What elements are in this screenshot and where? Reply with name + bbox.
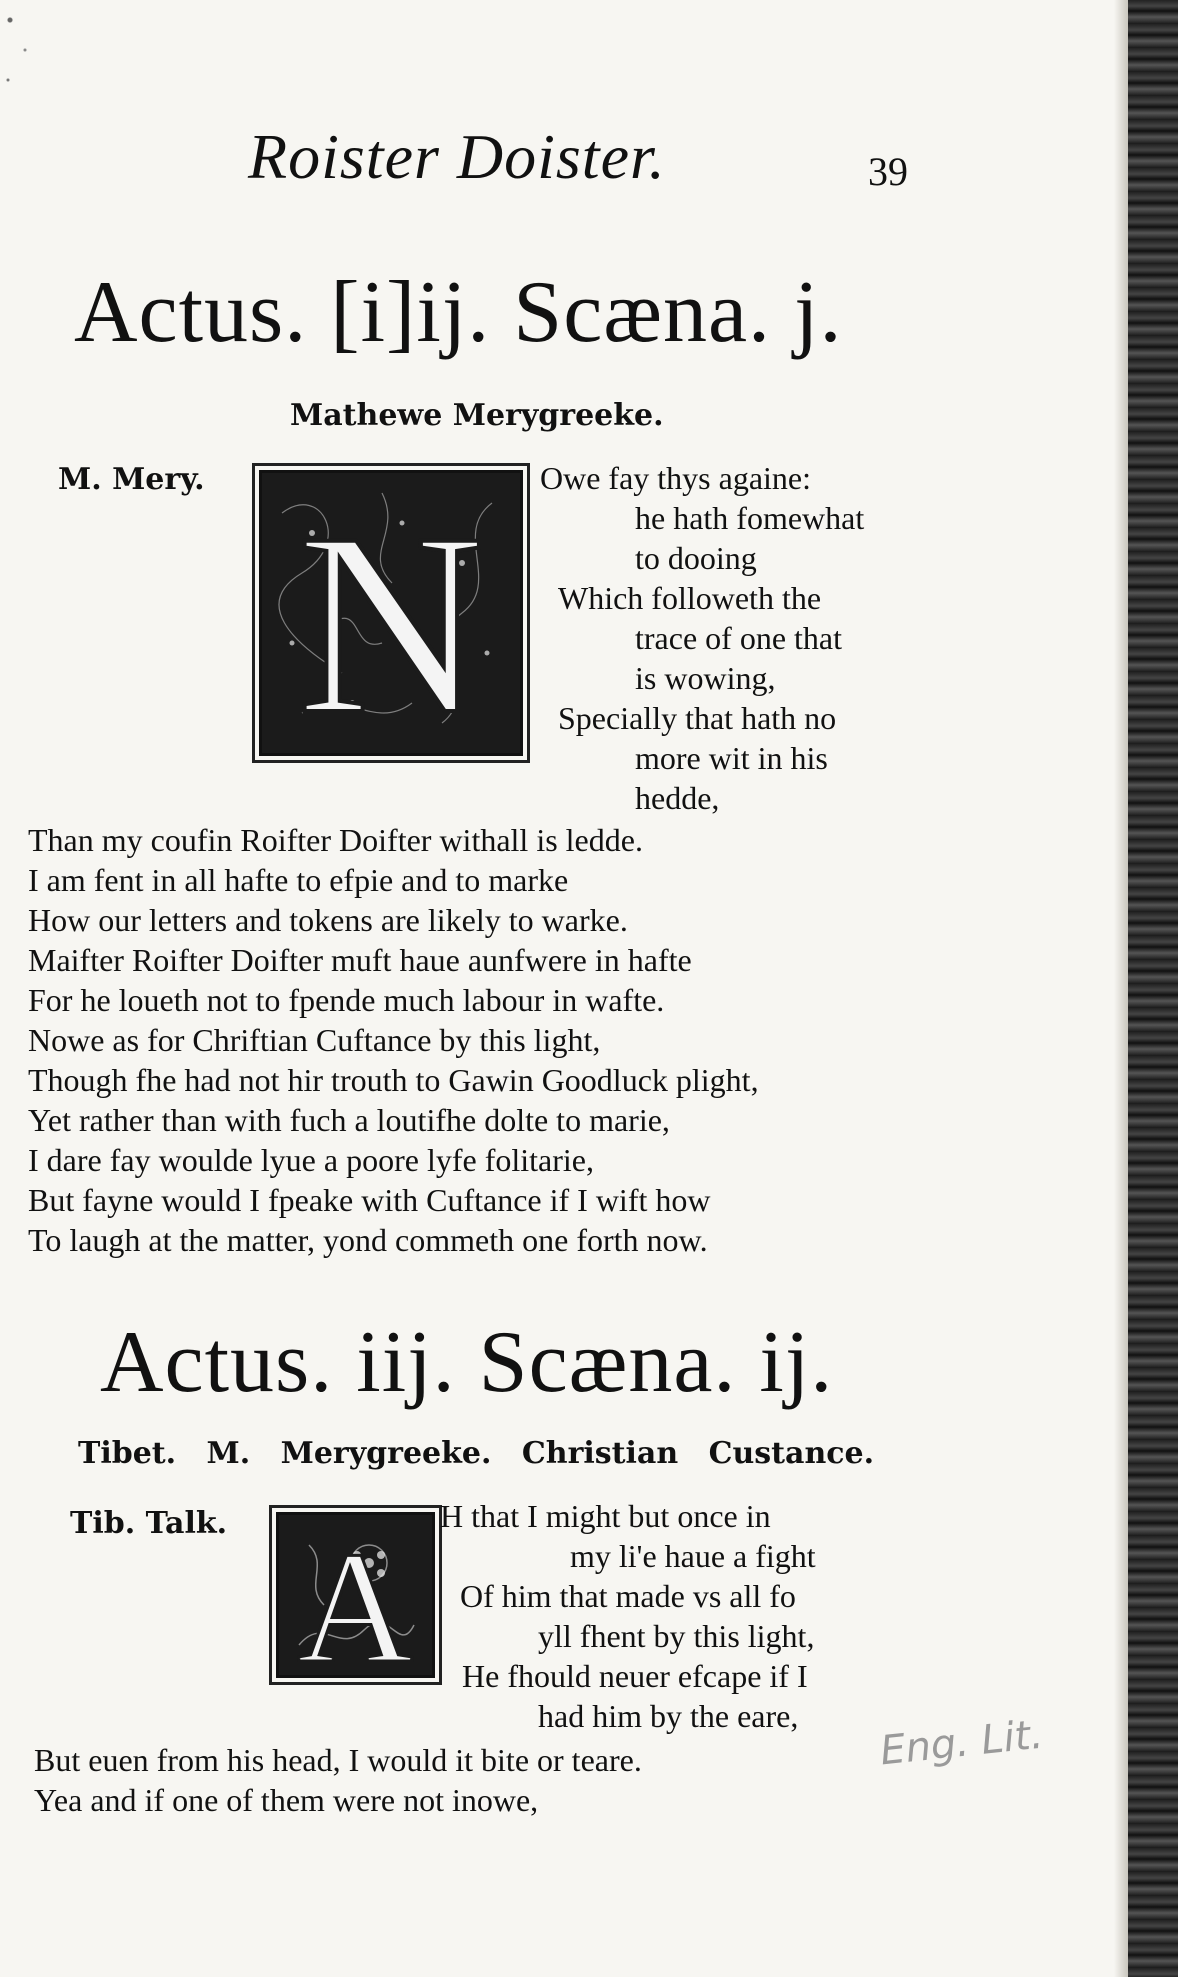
verse-line: He fhould neuer efcape if I (462, 1658, 808, 1694)
verse-line: To laugh at the matter, yond commeth one forth now. (28, 1222, 708, 1258)
verse-line: Yet rather than with fuch a loutifhe dolte to marie, (28, 1102, 670, 1138)
verse-line: Nowe as for Chriftian Cuftance by this light, (28, 1022, 601, 1058)
scene-2-verse (34, 1740, 642, 1820)
verse-line: But fayne would I fpeake with Cuftance if I wift how (28, 1182, 711, 1218)
verse-line: Of him that made vs all fo (460, 1578, 796, 1614)
scene-2-wrapped-verse (440, 1496, 816, 1736)
verse-line: For he loueth not to fpende much labour in wafte. (28, 982, 665, 1018)
verse-line: trace of one that (635, 620, 842, 656)
verse-line: my li'e haue a fight (570, 1538, 816, 1574)
scene-2-speakers: Tibet. M. Merygreeke. Christian Custance. (78, 1436, 875, 1471)
verse-line: yll fhent by this light, (538, 1618, 815, 1654)
drop-cap-a-letter: A (297, 1518, 413, 1675)
verse-line: But euen from his head, I would it bite or teare. (34, 1742, 642, 1778)
verse-line: is wowing, (635, 660, 776, 696)
drop-cap-n-image (262, 473, 520, 753)
verse-line: Maifter Roifter Doifter muft haue aunfwere in hafte (28, 942, 692, 978)
drop-cap-n-ornament (259, 470, 523, 756)
verse-line: he hath fomewhat (635, 500, 865, 536)
verse-line: H that I might but once in (440, 1498, 771, 1534)
scene-1-verse (28, 820, 759, 1260)
running-title: Roister Doister. (248, 121, 666, 192)
scene-1-speakers: Mathewe Merygreeke. (290, 398, 664, 433)
handwritten-margin-note: Eng. Lit. (878, 1711, 1046, 1775)
verse-line: Which followeth the (558, 580, 822, 616)
verse-line: more wit in his (635, 740, 828, 776)
drop-cap-a-ornament (276, 1512, 435, 1678)
scene-heading-2: Actus. iij. Scæna. ij. (100, 1314, 834, 1411)
verse-line: hedde, (635, 780, 720, 816)
drop-cap-a-image (279, 1515, 432, 1675)
verse-line: Yea and if one of them were not inowe, (34, 1782, 539, 1818)
page-gutter-shadow (1114, 0, 1128, 1977)
drop-cap-n-letter: N (297, 480, 485, 753)
verse-line: I dare fay woulde lyue a poore lyfe folitarie, (28, 1142, 594, 1178)
verse-line: Though fhe had not hir trouth to Gawin Goodluck plight, (28, 1062, 759, 1098)
verse-line: had him by the eare, (538, 1698, 799, 1734)
verse-line: I am fent in all hafte to efpie and to marke (28, 862, 569, 898)
page-number: 39 (868, 149, 908, 194)
scene-1-speaker-tag: M. Mery. (58, 462, 205, 497)
verse-line: to dooing (635, 540, 757, 576)
scene-1-wrapped-verse (540, 458, 864, 818)
book-spine-edge (1128, 0, 1178, 1977)
verse-line: Than my coufin Roifter Doifter withall is ledde. (28, 822, 643, 858)
verse-line: Owe fay thys againe: (540, 460, 812, 496)
scene-heading-1: Actus. [i]ij. Scæna. j. (74, 264, 843, 361)
scene-2-speaker-tag: Tib. Talk. (70, 1506, 228, 1541)
verse-line: How our letters and tokens are likely to warke. (28, 902, 628, 938)
page-corner-mark (0, 0, 40, 120)
verse-line: Specially that hath no (558, 700, 837, 736)
